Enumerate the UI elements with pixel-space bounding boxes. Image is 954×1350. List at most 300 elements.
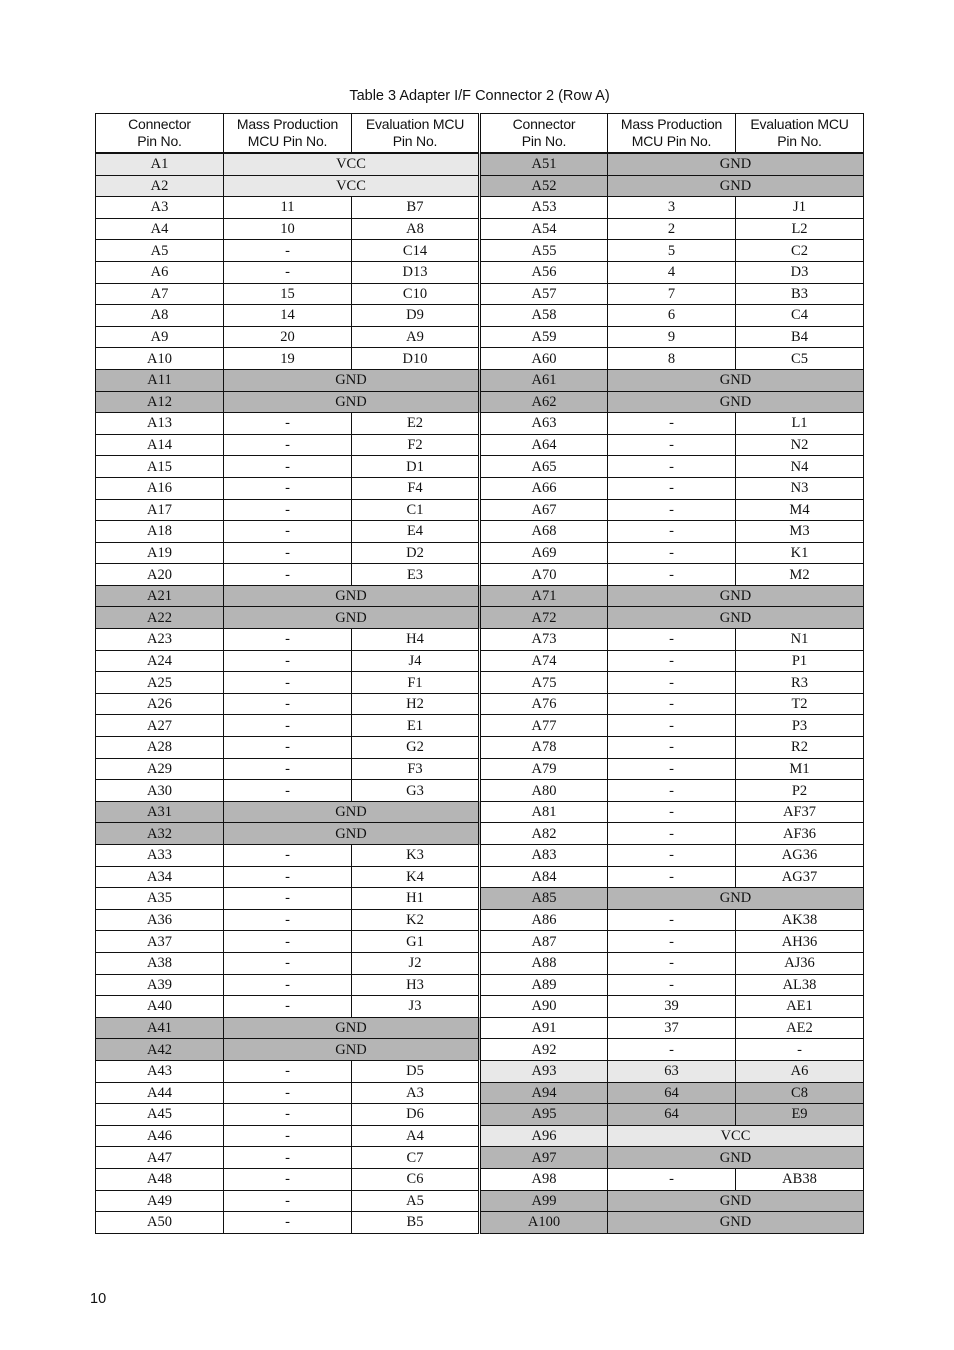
left-power-cell: VCC <box>224 153 480 175</box>
right-power-cell: GND <box>608 1147 864 1169</box>
left-mass-production-pin-cell: - <box>224 845 352 867</box>
left-evaluation-pin-cell: E2 <box>352 413 480 435</box>
right-mass-production-pin-cell: - <box>608 456 736 478</box>
right-connector-pin-cell: A63 <box>480 413 608 435</box>
left-mass-production-pin-cell: - <box>224 780 352 802</box>
table-row <box>96 585 864 607</box>
right-evaluation-pin-cell: L2 <box>736 218 864 240</box>
left-evaluation-pin-cell: A4 <box>352 1125 480 1147</box>
table-row <box>96 909 864 931</box>
left-mass-production-pin-cell: - <box>224 737 352 759</box>
left-mass-production-pin-cell: - <box>224 1168 352 1190</box>
table-header-row <box>96 114 864 154</box>
right-connector-pin-cell: A57 <box>480 283 608 305</box>
right-mass-production-pin-cell: - <box>608 693 736 715</box>
right-mass-production-pin-cell: - <box>608 931 736 953</box>
right-connector-pin-cell: A51 <box>480 153 608 175</box>
left-evaluation-pin-cell: D1 <box>352 456 480 478</box>
table-row <box>96 434 864 456</box>
right-evaluation-pin-cell: E9 <box>736 1104 864 1126</box>
right-mass-production-pin-cell: - <box>608 715 736 737</box>
right-evaluation-pin-cell: N1 <box>736 629 864 651</box>
right-evaluation-pin-cell: C4 <box>736 305 864 327</box>
left-evaluation-pin-cell: C1 <box>352 499 480 521</box>
left-connector-pin-cell: A27 <box>96 715 224 737</box>
right-evaluation-pin-cell: R3 <box>736 672 864 694</box>
table-caption: Table 3 Adapter I/F Connector 2 (Row A) <box>349 88 610 104</box>
table-row <box>96 369 864 391</box>
left-power-cell: GND <box>224 607 480 629</box>
left-mass-production-pin-cell: - <box>224 413 352 435</box>
left-evaluation-pin-cell: G1 <box>352 931 480 953</box>
right-mass-production-pin-cell: 64 <box>608 1104 736 1126</box>
left-mass-production-pin-cell: - <box>224 499 352 521</box>
page-number: 10 <box>90 1291 107 1307</box>
table-row <box>96 629 864 651</box>
right-connector-pin-cell: A55 <box>480 240 608 262</box>
left-evaluation-pin-cell: A8 <box>352 218 480 240</box>
table-row <box>96 348 864 370</box>
left-evaluation-pin-cell: E3 <box>352 564 480 586</box>
left-mass-production-pin-cell: - <box>224 521 352 543</box>
right-evaluation-pin-cell: N3 <box>736 477 864 499</box>
right-mass-production-pin-cell: - <box>608 780 736 802</box>
right-connector-pin-cell: A86 <box>480 909 608 931</box>
left-mass-production-pin-cell: - <box>224 952 352 974</box>
left-mass-production-pin-cell: - <box>224 542 352 564</box>
left-mass-production-pin-cell: - <box>224 650 352 672</box>
table-row <box>96 931 864 953</box>
left-connector-pin-cell: A8 <box>96 305 224 327</box>
left-connector-pin-cell: A44 <box>96 1082 224 1104</box>
left-mass-production-pin-cell: - <box>224 1104 352 1126</box>
right-connector-pin-cell: A91 <box>480 1017 608 1039</box>
right-evaluation-pin-cell: AL38 <box>736 974 864 996</box>
right-connector-pin-cell: A66 <box>480 477 608 499</box>
right-evaluation-pin-cell: AG36 <box>736 845 864 867</box>
left-mass-production-pin-cell: 14 <box>224 305 352 327</box>
table-row <box>96 261 864 283</box>
right-mass-production-pin-cell: 2 <box>608 218 736 240</box>
right-mass-production-pin-cell: 5 <box>608 240 736 262</box>
right-connector-pin-cell: A81 <box>480 801 608 823</box>
left-connector-pin-cell: A37 <box>96 931 224 953</box>
left-evaluation-pin-cell: G2 <box>352 737 480 759</box>
table-row <box>96 650 864 672</box>
right-mass-production-pin-cell: - <box>608 477 736 499</box>
right-connector-pin-cell: A99 <box>480 1190 608 1212</box>
left-connector-pin-cell: A6 <box>96 261 224 283</box>
right-evaluation-pin-cell: P2 <box>736 780 864 802</box>
right-mass-production-pin-cell: - <box>608 521 736 543</box>
right-connector-pin-cell: A95 <box>480 1104 608 1126</box>
right-evaluation-pin-cell: B3 <box>736 283 864 305</box>
right-connector-pin-cell: A52 <box>480 175 608 197</box>
left-connector-pin-cell: A17 <box>96 499 224 521</box>
right-power-cell: GND <box>608 369 864 391</box>
left-evaluation-pin-cell: K4 <box>352 866 480 888</box>
table-row <box>96 845 864 867</box>
left-evaluation-pin-cell: C6 <box>352 1168 480 1190</box>
right-evaluation-pin-cell: AE1 <box>736 996 864 1018</box>
right-mass-production-pin-cell: - <box>608 650 736 672</box>
right-connector-pin-cell: A68 <box>480 521 608 543</box>
left-mass-production-pin-cell: - <box>224 672 352 694</box>
left-connector-pin-cell: A2 <box>96 175 224 197</box>
left-connector-pin-cell: A39 <box>96 974 224 996</box>
table-row <box>96 153 864 175</box>
right-evaluation-pin-cell: M3 <box>736 521 864 543</box>
left-mass-production-pin-cell: - <box>224 715 352 737</box>
header-connector-pin-left: Connector Pin No. <box>96 114 224 154</box>
left-mass-production-pin-cell: - <box>224 1082 352 1104</box>
left-connector-pin-cell: A29 <box>96 758 224 780</box>
right-connector-pin-cell: A85 <box>480 888 608 910</box>
right-connector-pin-cell: A87 <box>480 931 608 953</box>
right-power-cell: GND <box>608 607 864 629</box>
right-evaluation-pin-cell: R2 <box>736 737 864 759</box>
left-connector-pin-cell: A43 <box>96 1060 224 1082</box>
right-power-cell: GND <box>608 175 864 197</box>
right-connector-pin-cell: A76 <box>480 693 608 715</box>
left-connector-pin-cell: A9 <box>96 326 224 348</box>
right-mass-production-pin-cell: 64 <box>608 1082 736 1104</box>
left-connector-pin-cell: A14 <box>96 434 224 456</box>
left-evaluation-pin-cell: A3 <box>352 1082 480 1104</box>
left-connector-pin-cell: A30 <box>96 780 224 802</box>
right-connector-pin-cell: A84 <box>480 866 608 888</box>
left-mass-production-pin-cell: - <box>224 456 352 478</box>
right-mass-production-pin-cell: 3 <box>608 197 736 219</box>
left-mass-production-pin-cell: - <box>224 996 352 1018</box>
left-mass-production-pin-cell: - <box>224 629 352 651</box>
left-connector-pin-cell: A13 <box>96 413 224 435</box>
table-row <box>96 326 864 348</box>
left-connector-pin-cell: A18 <box>96 521 224 543</box>
left-mass-production-pin-cell: 20 <box>224 326 352 348</box>
left-connector-pin-cell: A47 <box>96 1147 224 1169</box>
right-connector-pin-cell: A53 <box>480 197 608 219</box>
right-mass-production-pin-cell: - <box>608 413 736 435</box>
right-evaluation-pin-cell: P3 <box>736 715 864 737</box>
header-mass-production-pin-left: Mass Production MCU Pin No. <box>224 114 352 154</box>
left-evaluation-pin-cell: F2 <box>352 434 480 456</box>
left-connector-pin-cell: A16 <box>96 477 224 499</box>
right-mass-production-pin-cell: - <box>608 758 736 780</box>
left-connector-pin-cell: A21 <box>96 585 224 607</box>
right-mass-production-pin-cell: 37 <box>608 1017 736 1039</box>
left-connector-pin-cell: A41 <box>96 1017 224 1039</box>
right-evaluation-pin-cell: C8 <box>736 1082 864 1104</box>
left-evaluation-pin-cell: J2 <box>352 952 480 974</box>
left-connector-pin-cell: A26 <box>96 693 224 715</box>
right-evaluation-pin-cell: D3 <box>736 261 864 283</box>
right-power-cell: GND <box>608 1190 864 1212</box>
right-evaluation-pin-cell: AH36 <box>736 931 864 953</box>
left-mass-production-pin-cell: - <box>224 909 352 931</box>
right-evaluation-pin-cell: A6 <box>736 1060 864 1082</box>
right-evaluation-pin-cell: M2 <box>736 564 864 586</box>
left-mass-production-pin-cell: - <box>224 1212 352 1234</box>
left-connector-pin-cell: A31 <box>96 801 224 823</box>
left-connector-pin-cell: A23 <box>96 629 224 651</box>
table-row <box>96 499 864 521</box>
right-connector-pin-cell: A94 <box>480 1082 608 1104</box>
right-mass-production-pin-cell: - <box>608 542 736 564</box>
table-row <box>96 1168 864 1190</box>
left-evaluation-pin-cell: D2 <box>352 542 480 564</box>
left-evaluation-pin-cell: D6 <box>352 1104 480 1126</box>
left-connector-pin-cell: A40 <box>96 996 224 1018</box>
right-connector-pin-cell: A75 <box>480 672 608 694</box>
left-mass-production-pin-cell: - <box>224 240 352 262</box>
right-connector-pin-cell: A70 <box>480 564 608 586</box>
left-evaluation-pin-cell: F4 <box>352 477 480 499</box>
table-row <box>96 866 864 888</box>
left-evaluation-pin-cell: B7 <box>352 197 480 219</box>
table-row <box>96 283 864 305</box>
table-body <box>96 153 864 1233</box>
right-power-cell: GND <box>608 391 864 413</box>
right-evaluation-pin-cell: K1 <box>736 542 864 564</box>
left-evaluation-pin-cell: H2 <box>352 693 480 715</box>
table-row <box>96 693 864 715</box>
table-row <box>96 1190 864 1212</box>
table-row <box>96 780 864 802</box>
right-power-cell: GND <box>608 888 864 910</box>
left-mass-production-pin-cell: - <box>224 888 352 910</box>
right-evaluation-pin-cell: AF36 <box>736 823 864 845</box>
left-connector-pin-cell: A46 <box>96 1125 224 1147</box>
left-evaluation-pin-cell: H1 <box>352 888 480 910</box>
left-mass-production-pin-cell: - <box>224 1125 352 1147</box>
table-row <box>96 974 864 996</box>
right-connector-pin-cell: A73 <box>480 629 608 651</box>
table-row <box>96 607 864 629</box>
left-connector-pin-cell: A36 <box>96 909 224 931</box>
right-connector-pin-cell: A74 <box>480 650 608 672</box>
right-connector-pin-cell: A56 <box>480 261 608 283</box>
right-evaluation-pin-cell: C5 <box>736 348 864 370</box>
left-power-cell: VCC <box>224 175 480 197</box>
right-connector-pin-cell: A92 <box>480 1039 608 1061</box>
table-row <box>96 888 864 910</box>
table-row <box>96 413 864 435</box>
table-row <box>96 564 864 586</box>
right-evaluation-pin-cell: B4 <box>736 326 864 348</box>
left-evaluation-pin-cell: A5 <box>352 1190 480 1212</box>
left-evaluation-pin-cell: H3 <box>352 974 480 996</box>
left-connector-pin-cell: A11 <box>96 369 224 391</box>
left-connector-pin-cell: A19 <box>96 542 224 564</box>
right-mass-production-pin-cell: - <box>608 909 736 931</box>
right-mass-production-pin-cell: - <box>608 974 736 996</box>
left-power-cell: GND <box>224 391 480 413</box>
left-power-cell: GND <box>224 823 480 845</box>
left-evaluation-pin-cell: B5 <box>352 1212 480 1234</box>
left-connector-pin-cell: A5 <box>96 240 224 262</box>
left-evaluation-pin-cell: E4 <box>352 521 480 543</box>
right-connector-pin-cell: A88 <box>480 952 608 974</box>
right-mass-production-pin-cell: 8 <box>608 348 736 370</box>
table-row <box>96 801 864 823</box>
right-mass-production-pin-cell: - <box>608 801 736 823</box>
right-connector-pin-cell: A67 <box>480 499 608 521</box>
right-mass-production-pin-cell: 39 <box>608 996 736 1018</box>
right-evaluation-pin-cell: AB38 <box>736 1168 864 1190</box>
left-mass-production-pin-cell: - <box>224 261 352 283</box>
table-row <box>96 715 864 737</box>
right-power-cell: GND <box>608 585 864 607</box>
right-mass-production-pin-cell: - <box>608 1168 736 1190</box>
left-mass-production-pin-cell: - <box>224 1147 352 1169</box>
right-evaluation-pin-cell: - <box>736 1039 864 1061</box>
right-evaluation-pin-cell: N2 <box>736 434 864 456</box>
left-mass-production-pin-cell: - <box>224 1060 352 1082</box>
left-evaluation-pin-cell: D5 <box>352 1060 480 1082</box>
table-row <box>96 996 864 1018</box>
right-connector-pin-cell: A79 <box>480 758 608 780</box>
right-connector-pin-cell: A65 <box>480 456 608 478</box>
table-row <box>96 175 864 197</box>
left-mass-production-pin-cell: - <box>224 974 352 996</box>
left-mass-production-pin-cell: - <box>224 1190 352 1212</box>
right-evaluation-pin-cell: T2 <box>736 693 864 715</box>
right-connector-pin-cell: A97 <box>480 1147 608 1169</box>
right-connector-pin-cell: A98 <box>480 1168 608 1190</box>
right-connector-pin-cell: A83 <box>480 845 608 867</box>
right-connector-pin-cell: A90 <box>480 996 608 1018</box>
left-mass-production-pin-cell: - <box>224 564 352 586</box>
left-connector-pin-cell: A15 <box>96 456 224 478</box>
left-connector-pin-cell: A33 <box>96 845 224 867</box>
right-mass-production-pin-cell: - <box>608 672 736 694</box>
left-evaluation-pin-cell: J3 <box>352 996 480 1018</box>
left-connector-pin-cell: A4 <box>96 218 224 240</box>
table-row <box>96 1212 864 1234</box>
right-mass-production-pin-cell: - <box>608 434 736 456</box>
right-connector-pin-cell: A100 <box>480 1212 608 1234</box>
right-evaluation-pin-cell: J1 <box>736 197 864 219</box>
left-mass-production-pin-cell: - <box>224 931 352 953</box>
right-evaluation-pin-cell: P1 <box>736 650 864 672</box>
right-connector-pin-cell: A89 <box>480 974 608 996</box>
left-connector-pin-cell: A22 <box>96 607 224 629</box>
left-power-cell: GND <box>224 369 480 391</box>
left-power-cell: GND <box>224 801 480 823</box>
left-power-cell: GND <box>224 1039 480 1061</box>
left-connector-pin-cell: A1 <box>96 153 224 175</box>
right-evaluation-pin-cell: M4 <box>736 499 864 521</box>
right-connector-pin-cell: A80 <box>480 780 608 802</box>
table-row <box>96 391 864 413</box>
right-connector-pin-cell: A54 <box>480 218 608 240</box>
right-evaluation-pin-cell: L1 <box>736 413 864 435</box>
left-mass-production-pin-cell: 19 <box>224 348 352 370</box>
left-evaluation-pin-cell: C7 <box>352 1147 480 1169</box>
left-evaluation-pin-cell: D13 <box>352 261 480 283</box>
table-row <box>96 758 864 780</box>
left-connector-pin-cell: A42 <box>96 1039 224 1061</box>
right-mass-production-pin-cell: 7 <box>608 283 736 305</box>
right-mass-production-pin-cell: 6 <box>608 305 736 327</box>
left-mass-production-pin-cell: - <box>224 434 352 456</box>
table-row <box>96 1017 864 1039</box>
left-mass-production-pin-cell: - <box>224 477 352 499</box>
left-mass-production-pin-cell: 11 <box>224 197 352 219</box>
table-row <box>96 521 864 543</box>
left-connector-pin-cell: A48 <box>96 1168 224 1190</box>
left-evaluation-pin-cell: D9 <box>352 305 480 327</box>
table-row <box>96 477 864 499</box>
right-evaluation-pin-cell: AJ36 <box>736 952 864 974</box>
right-mass-production-pin-cell: 4 <box>608 261 736 283</box>
right-connector-pin-cell: A61 <box>480 369 608 391</box>
left-connector-pin-cell: A34 <box>96 866 224 888</box>
right-evaluation-pin-cell: AG37 <box>736 866 864 888</box>
right-mass-production-pin-cell: - <box>608 823 736 845</box>
right-connector-pin-cell: A62 <box>480 391 608 413</box>
left-evaluation-pin-cell: G3 <box>352 780 480 802</box>
left-connector-pin-cell: A35 <box>96 888 224 910</box>
left-power-cell: GND <box>224 1017 480 1039</box>
left-connector-pin-cell: A49 <box>96 1190 224 1212</box>
left-connector-pin-cell: A24 <box>96 650 224 672</box>
right-connector-pin-cell: A71 <box>480 585 608 607</box>
table-row <box>96 542 864 564</box>
left-mass-production-pin-cell: 15 <box>224 283 352 305</box>
table-row <box>96 197 864 219</box>
left-mass-production-pin-cell: - <box>224 693 352 715</box>
right-evaluation-pin-cell: AK38 <box>736 909 864 931</box>
right-mass-production-pin-cell: - <box>608 629 736 651</box>
right-power-cell: GND <box>608 1212 864 1234</box>
left-evaluation-pin-cell: K3 <box>352 845 480 867</box>
left-evaluation-pin-cell: H4 <box>352 629 480 651</box>
right-evaluation-pin-cell: C2 <box>736 240 864 262</box>
right-evaluation-pin-cell: AE2 <box>736 1017 864 1039</box>
table-row <box>96 1104 864 1126</box>
left-connector-pin-cell: A45 <box>96 1104 224 1126</box>
left-connector-pin-cell: A20 <box>96 564 224 586</box>
left-connector-pin-cell: A10 <box>96 348 224 370</box>
right-connector-pin-cell: A72 <box>480 607 608 629</box>
left-connector-pin-cell: A32 <box>96 823 224 845</box>
table-row <box>96 1060 864 1082</box>
table-row <box>96 218 864 240</box>
left-evaluation-pin-cell: F1 <box>352 672 480 694</box>
left-mass-production-pin-cell: - <box>224 866 352 888</box>
left-connector-pin-cell: A7 <box>96 283 224 305</box>
right-connector-pin-cell: A58 <box>480 305 608 327</box>
right-connector-pin-cell: A77 <box>480 715 608 737</box>
left-connector-pin-cell: A50 <box>96 1212 224 1234</box>
right-mass-production-pin-cell: - <box>608 1039 736 1061</box>
header-evaluation-pin-left: Evaluation MCU Pin No. <box>352 114 480 154</box>
left-connector-pin-cell: A28 <box>96 737 224 759</box>
right-connector-pin-cell: A69 <box>480 542 608 564</box>
right-connector-pin-cell: A64 <box>480 434 608 456</box>
right-mass-production-pin-cell: - <box>608 866 736 888</box>
right-power-cell: VCC <box>608 1125 864 1147</box>
table-row <box>96 240 864 262</box>
left-connector-pin-cell: A3 <box>96 197 224 219</box>
left-evaluation-pin-cell: C10 <box>352 283 480 305</box>
connector-pin-table <box>95 113 864 1234</box>
right-mass-production-pin-cell: 63 <box>608 1060 736 1082</box>
right-connector-pin-cell: A96 <box>480 1125 608 1147</box>
left-connector-pin-cell: A12 <box>96 391 224 413</box>
